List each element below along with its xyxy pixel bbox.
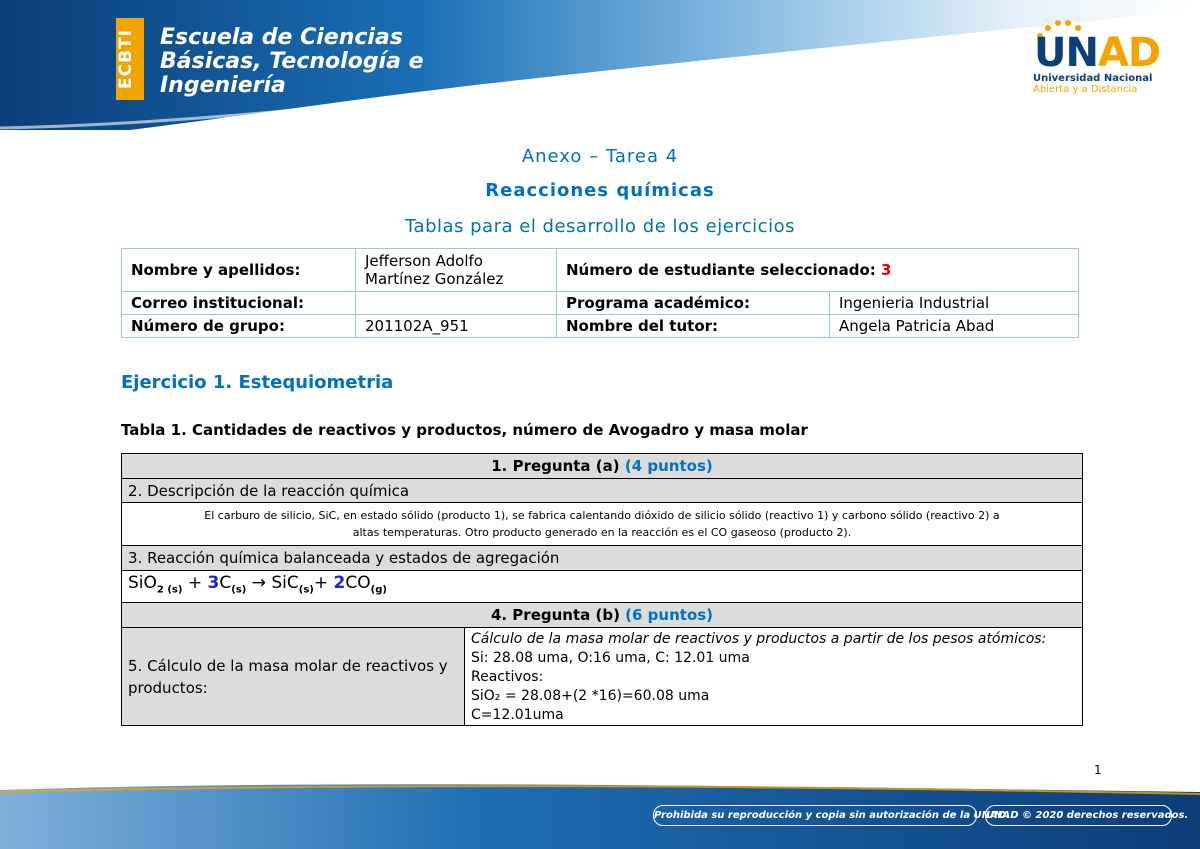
email-label: Correo institucional: [122, 292, 356, 315]
name-label: Nombre y apellidos: [122, 249, 356, 292]
balanced-reaction: $SiO_{2 (s)} + 3C_{(s)} \to SiC_{(s)}+ 2CO_{(g)}$ [122, 571, 1083, 603]
question-a-header: 1. Pregunta (a) (4 puntos) [122, 454, 1083, 479]
name-value: Jefferson Adolfo Martínez González [356, 249, 557, 292]
page-number: 1 [1094, 763, 1102, 777]
rights-notice: UNAD © 2020 derechos reservados. [985, 805, 1172, 826]
school-name [160, 26, 424, 98]
copyright-notice: Prohibida su reproducción y copia sin autorización de la UNAD. [653, 805, 977, 826]
molar-mass-calculation: Cálculo de la masa molar de reactivos y productos a partir de los pesos atómicos: Si: 28.08 uma, O:16 uma, C: 12.01 uma Reactivos: SiO₂ = 28.08+(2 *16)=60.08 uma C=12.01uma [465, 628, 1083, 726]
description-text: El carburo de silicio, SiC, en estado sólido (producto 1), se fabrica calentando dióxido de silicio sólido (reactivo 1) y carbono sólido (reactivo 2) a altas temperaturas. Otro producto generado en la reacción es el CO gaseoso (producto 2). [122, 503, 1083, 546]
subtitle: Tablas para el desarrollo de los ejercicios [405, 216, 795, 237]
student-number: 3 [881, 261, 892, 279]
exercise-heading: Ejercicio 1. Estequiometria [121, 372, 394, 393]
molar-mass-label: 5. Cálculo de la masa molar de reactivos y productos: [122, 628, 465, 726]
logo-subtitle-2: Abierta y a Distancia [1033, 84, 1138, 95]
ecbti-badge: ECBTI [116, 18, 144, 100]
tutor-label: Nombre del tutor: [557, 315, 830, 338]
description-label: 2. Descripción de la reacción química [122, 479, 1083, 503]
school-line-3: Ingeniería [160, 73, 286, 98]
annex-title: Anexo – Tarea 4 [521, 146, 679, 167]
question-b-header: 4. Pregunta (b) (6 puntos) [122, 603, 1083, 628]
group-value: 201102A_951 [356, 315, 557, 338]
exercise-table [121, 453, 1083, 726]
school-line-1: Escuela de Ciencias [160, 25, 403, 50]
school-line-2: Básicas, Tecnología e [160, 49, 424, 74]
unad-logo: UNAD [1034, 30, 1161, 76]
student-info-table [121, 248, 1079, 338]
group-label: Número de grupo: [122, 315, 356, 338]
page-header [0, 0, 1200, 135]
table-caption: Tabla 1. Cantidades de reactivos y productos, número de Avogadro y masa molar [121, 421, 808, 439]
program-label: Programa académico: [557, 292, 830, 315]
student-number-cell: Número de estudiante seleccionado: 3 [557, 249, 1079, 292]
subject-title: Reacciones químicas [485, 180, 715, 201]
balanced-reaction-label: 3. Reacción química balanceada y estados de agregación [122, 546, 1083, 571]
tutor-value: Angela Patricia Abad [830, 315, 1079, 338]
email-value [356, 292, 557, 315]
program-value: Ingenieria Industrial [830, 292, 1079, 315]
logo-subtitle-1: Universidad Nacional [1033, 73, 1153, 84]
